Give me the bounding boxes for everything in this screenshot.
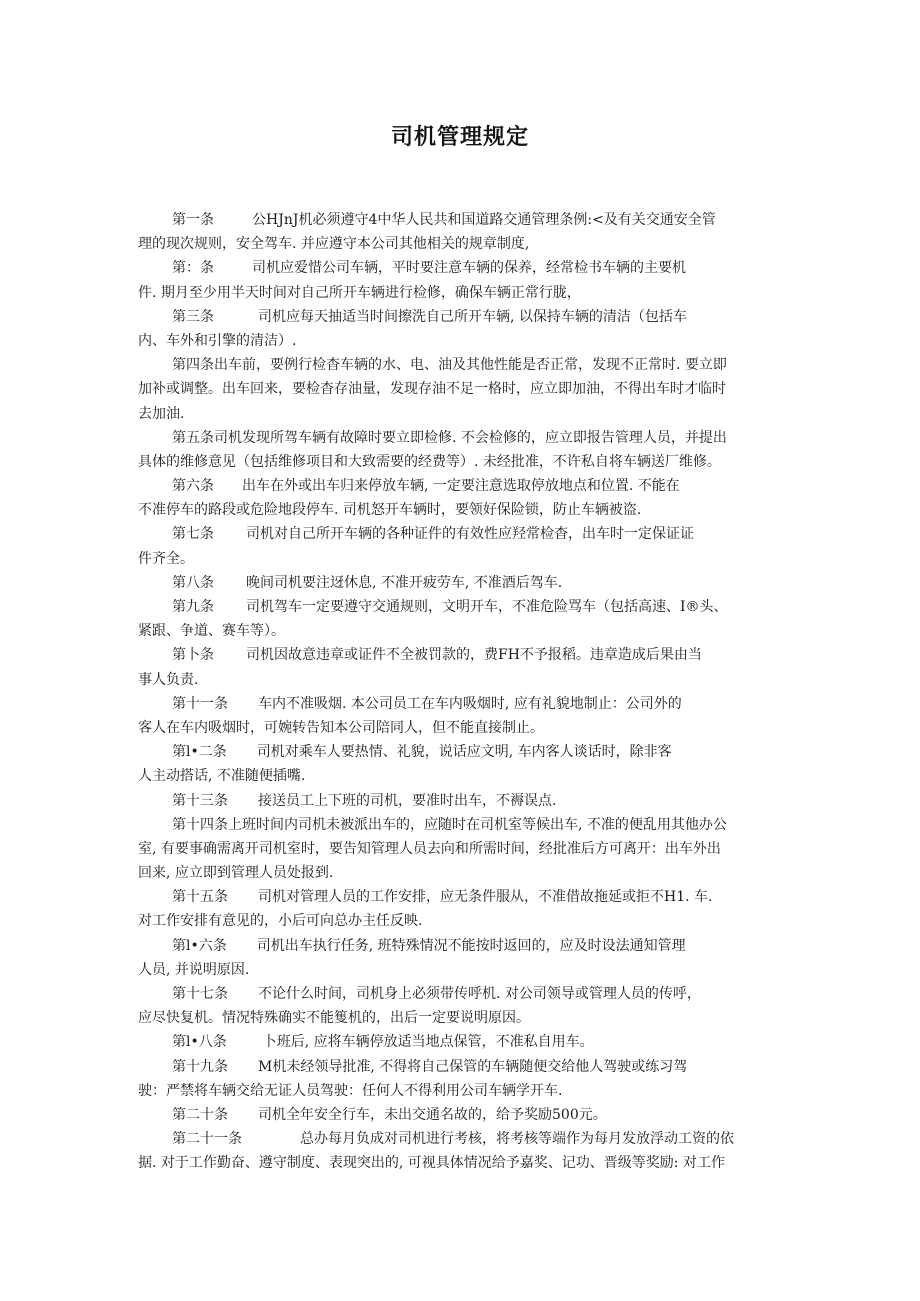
article-text: 司机对管理人员的工作安排，应无条件服从，不准借故拖延或拒不H1. 车. [258,889,713,906]
article-label: 第六条 [172,478,214,495]
article-paragraph [138,522,788,570]
article-label: 第九条 [172,599,214,615]
article-label: 第一条 [172,212,214,228]
article-text: 不论什么时间，司机身上必须带传呼机. 对公司领导或管理人员的传呼， [258,986,701,1002]
article-text: 司机对乘车人要热情、礼貌，说话应文明, 车内客人谈话时，除非客 [256,744,672,761]
article-text: 第四条出车前，要例行检杳车辆的水、电、油及其他性能是否正常，发现不正常时. 要立即 [172,357,727,374]
article-paragraph [138,813,788,886]
article-label: 第二十条 [172,1106,228,1123]
article-continuation-line: 理的现次规则，安全驾车. 并应遵守本公司其他相关的规章制度, [138,236,530,253]
article-paragraph [138,1055,788,1103]
article-label: 第二十一条 [172,1131,242,1148]
article-first-line [138,643,788,667]
article-label: 第十九条 [172,1058,228,1075]
article-first-line [138,256,788,280]
article-paragraph [138,885,788,933]
article-first-line [138,474,788,498]
article-label: 第：条 [172,260,214,277]
article-paragraph [138,474,788,522]
article-continuation-line: 回来, 应立即到管理人员处报到. [138,865,334,882]
article-text: 司机驾车一定要遵守交通规则，文明开车，不准危险骂车（包括高速、I®头、 [246,599,728,615]
article-first-line [138,1127,788,1151]
article-label: 第十五条 [172,889,228,906]
article-first-line [138,692,788,716]
article-continuation-line: 事人负责. [138,671,199,688]
article-paragraph [138,208,788,256]
article-text: 司机对自己所开车辆的各种证件的有效性应羟常检杳，出车时一定保证证 [246,526,694,543]
article-continuation-line: 内、车外和引擎的清洁）. [138,332,297,349]
article-paragraph [138,789,788,813]
article-label: 第l•八条 [172,1034,227,1051]
article-continuation-line: 对工作安排有意见的，小后可向总办主任反映. [138,913,423,930]
article-label: 第l•六条 [172,937,227,954]
article-first-line [138,353,788,377]
article-text: 司机应每天抽适当时间擦洗自己所开车辆, 以保持车辆的清洁（包括车 [258,308,687,325]
article-first-line [138,1055,788,1079]
article-paragraph [138,934,788,982]
article-label: 第八条 [172,574,214,591]
article-continuation-line: 人主动搭话, 不准随便插嘴. [138,768,306,785]
article-text: M机未经领导批准, 不得将自己保管的车辆随便交给他人驾驶或练习驾 [258,1058,688,1075]
article-first-line [138,813,788,837]
article-first-line [138,305,788,329]
article-paragraph [138,595,788,643]
article-paragraph [138,982,788,1030]
article-continuation-line: 紧跟、争道、赛车等）。 [138,623,285,640]
article-text: 司机因故意违章或证件不全被罚款的，费FH不予报稻。违章造成后果由当 [246,647,702,664]
article-continuation-line: 加补或调整。出车回来，要检杳存油量，发现存油不足一格时，应立即加油，不得出车时才临时 [138,381,726,398]
article-text: 公HJnJ机必须遵守4中华人民共和国道路交通管理条例:<及有关交通安全管 [252,212,716,228]
article-paragraph [138,1030,788,1054]
article-label: 第十七条 [172,986,228,1002]
article-first-line [138,426,788,450]
article-paragraph [138,692,788,740]
article-continuation-line: 人员, 并说明原因. [138,961,250,978]
article-paragraph [138,571,788,595]
article-first-line [138,982,788,1006]
article-first-line [138,522,788,546]
article-continuation-line: 具体的维修意见（包括维修项目和大致需要的经费等）. 未经批准，不许私自将车辆送厂维修。 [138,453,721,470]
article-continuation-line: 应尽快复机。情况特殊确实不能篗机的，出后一定要说明原因。 [138,1010,530,1027]
article-text: 司机全年安全行车，未出交通名故的，给予奖励500元。 [258,1106,607,1123]
article-continuation-line: 据. 对于工作勤奋、遵守制度、表现突出的, 可视具体情况给予嘉奖、记功、晋级等奖励: 对工作 [138,1155,725,1172]
article-first-line [138,885,788,909]
article-continuation-line: 室, 有要事确需离开司机室时，要告知管理人员去向和所需时间，经批准后方可离开：出车外出 [138,840,721,857]
article-text: 第十四条上班时间内司机未被派出车的，应随时在司机室等候出车, 不准的便乱用其他办公 [172,816,727,833]
article-first-line [138,1030,788,1054]
article-first-line [138,789,788,813]
article-first-line [138,571,788,595]
article-first-line [138,740,788,764]
article-text: 卜班后, 应将车辆停放适当地点保管，不准私自用车。 [262,1034,594,1051]
article-paragraph [138,740,788,788]
article-label: 第十三条 [172,792,228,809]
article-paragraph [138,426,788,474]
article-continuation-line: 件. 期月至少用半天时间对自己所开车辆进行检修，确保车辆正常行胧， [138,284,581,301]
article-label: 第七条 [172,526,214,543]
article-paragraph [138,1127,788,1175]
article-continuation-line: 驶：严禁将车辆交给无证人员驾驶：任何人不得利用公司车辆学开车. [138,1082,563,1099]
article-text: 晚间司机要注迓休息, 不准开疲劳车, 不准酒后驾车. [246,574,563,591]
article-text: 司机出车执行任务, 班特殊情况不能按时返回的，应及时设法通知管理 [256,937,686,954]
article-text: 司机应爱惜公司车辆，平时要注意车辆的保养，经常检书车辆的主要机 [252,260,686,277]
articles-body [138,208,788,1176]
article-continuation-line: 客人在车内吸烟时，可婉转告知本公司陪同人，但不能直接制止。 [138,719,544,736]
article-continuation-line: 不准停车的路段或危险地段停车. 司机怒开车辆时，要领好保险锁，防止车辆被盗. [138,502,642,519]
article-label: 第卜条 [172,647,214,664]
article-text: 第五条司机发现所驾车辆有故障时要立即检修. 不会检修的，应立即报告管理人员，并提出 [172,429,727,446]
article-text: 出车在外或出车归来停放车辆, 一定要注意选取停放地点和位置. 不能在 [242,478,680,495]
article-paragraph [138,643,788,691]
article-text: 车内不准吸烟. 本公司员工在车内吸烟时, 应有礼貌地制止：公司外的 [258,695,682,712]
article-label: 第三条 [172,308,214,325]
article-paragraph [138,305,788,353]
article-first-line [138,1103,788,1127]
article-continuation-line: 去加油. [138,405,185,422]
article-paragraph [138,1103,788,1127]
article-paragraph [138,256,788,304]
article-paragraph [138,353,788,426]
article-first-line [138,934,788,958]
article-text: 总办每月负成对司机进行考核，将考核等端作为每月发放浮动工资的依 [300,1131,734,1148]
article-first-line [138,208,788,232]
article-text: 接送员工上下班的司机，要准时出车，不褥误点. [258,792,557,809]
article-label: 第十一条 [172,695,228,712]
document-title: 司机管理规定 [390,125,529,150]
article-label: 第l•二条 [172,744,227,761]
article-first-line [138,595,788,619]
article-continuation-line: 件齐全。 [138,550,194,567]
